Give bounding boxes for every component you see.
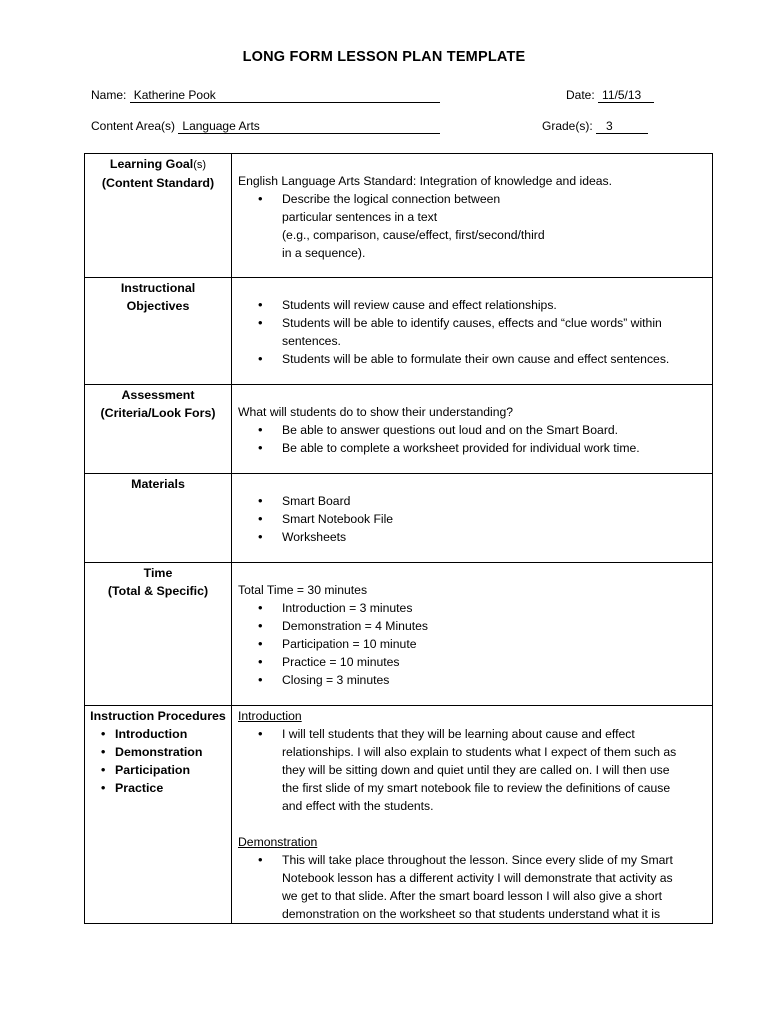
list-item: • Introduction = 3 minutes (238, 599, 704, 617)
assessment-content: What will students do to show their understanding? • Be able to answer questions out loud and on the Smart Board. • Be able to complete a worksheet provided for individual work time. (232, 385, 713, 474)
name-field (91, 88, 440, 103)
procedures-label: Instruction Procedures • Introduction • Demonstration • Participation • Practice (85, 706, 232, 924)
list-item: • Students will be able to formulate their own cause and effect sentences. (238, 350, 704, 368)
name-value: Katherine Pook (130, 88, 440, 103)
list-item: • Introduction (97, 725, 231, 743)
procedures-content: Introduction • I will tell students that they will be learning about cause and effect relationships. I will also explain to students what I expect of them such as they will be sitting down and quiet until they are called on. I will then use the first slide of my smart notebook file to review the definitions of cause and effect with the students. Demonstration • This will take place throughout the lesson. Since every slide of my Smart Notebook lesson has a different activity I will demonstrate that activity as we get to that slide. After the smart board lesson I will also give a short demonstration on the worksheet so that students understand what it is (232, 706, 713, 924)
learning-goal-content: English Language Arts Standard: Integration of knowledge and ideas. • Describe the logical connection between particular sentences in a text (e.g., comparison, cause/effect, first/second/third in a sequence). (232, 154, 713, 278)
list-item: • This will take place throughout the lesson. Since every slide of my Smart (238, 851, 704, 869)
list-item: • Smart Board (238, 492, 704, 510)
introduction-heading: Introduction (238, 709, 302, 723)
list-item: • Students will be able to identify causes, effects and “clue words” within (238, 314, 704, 332)
row-materials (85, 474, 713, 563)
row-procedures (85, 706, 713, 924)
row-assessment (85, 385, 713, 474)
list-item: • Students will review cause and effect relationships. (238, 296, 704, 314)
content-area-value: Language Arts (178, 119, 440, 134)
content-area-label: Content Area(s) (91, 119, 176, 133)
list-item: • Demonstration = 4 Minutes (238, 617, 704, 635)
grade-field (542, 119, 648, 134)
list-item: • Demonstration (97, 743, 231, 761)
list-item: • Participation (97, 761, 231, 779)
grade-value: 3 (596, 119, 648, 134)
document-title: LONG FORM LESSON PLAN TEMPLATE (242, 49, 526, 65)
name-label: Name: (91, 88, 127, 102)
list-item: • Practice (97, 779, 231, 797)
list-item: • Be able to complete a worksheet provided for individual work time. (238, 439, 704, 457)
time-content: Total Time = 30 minutes • Introduction = 3 minutes • Demonstration = 4 Minutes • Participation = 10 minute • Practice = 10 minutes • Closing = 3 minutes (232, 563, 713, 706)
date-field (566, 88, 654, 103)
content-area-field (91, 119, 440, 134)
date-value: 11/5/13 (598, 88, 654, 103)
lesson-plan-table (84, 153, 713, 924)
assessment-label: Assessment (Criteria/Look Fors) (85, 385, 232, 474)
list-item: • Be able to answer questions out loud and on the Smart Board. (238, 421, 704, 439)
grade-label: Grade(s): (542, 119, 593, 133)
row-time (85, 563, 713, 706)
objectives-content: • Students will review cause and effect relationships. • Students will be able to identify causes, effects and “clue words” within sentences. • Students will be able to formulate their own cause and effect sentences. (232, 278, 713, 385)
row-objectives (85, 278, 713, 385)
list-item: • I will tell students that they will be learning about cause and effect (238, 725, 704, 743)
row-learning-goal (85, 154, 713, 278)
date-label: Date: (566, 88, 595, 102)
materials-label: Materials (85, 474, 232, 563)
list-item: • Worksheets (238, 528, 704, 546)
list-item: • Practice = 10 minutes (238, 653, 704, 671)
time-label: Time (Total & Specific) (85, 563, 232, 706)
list-item: • Closing = 3 minutes (238, 671, 704, 689)
list-item: • Smart Notebook File (238, 510, 704, 528)
learning-goal-label: Learning Goal(s) (Content Standard) (85, 154, 232, 278)
list-item: • Participation = 10 minute (238, 635, 704, 653)
objectives-label: Instructional Objectives (85, 278, 232, 385)
demonstration-heading: Demonstration (238, 835, 318, 849)
materials-content (232, 474, 713, 563)
